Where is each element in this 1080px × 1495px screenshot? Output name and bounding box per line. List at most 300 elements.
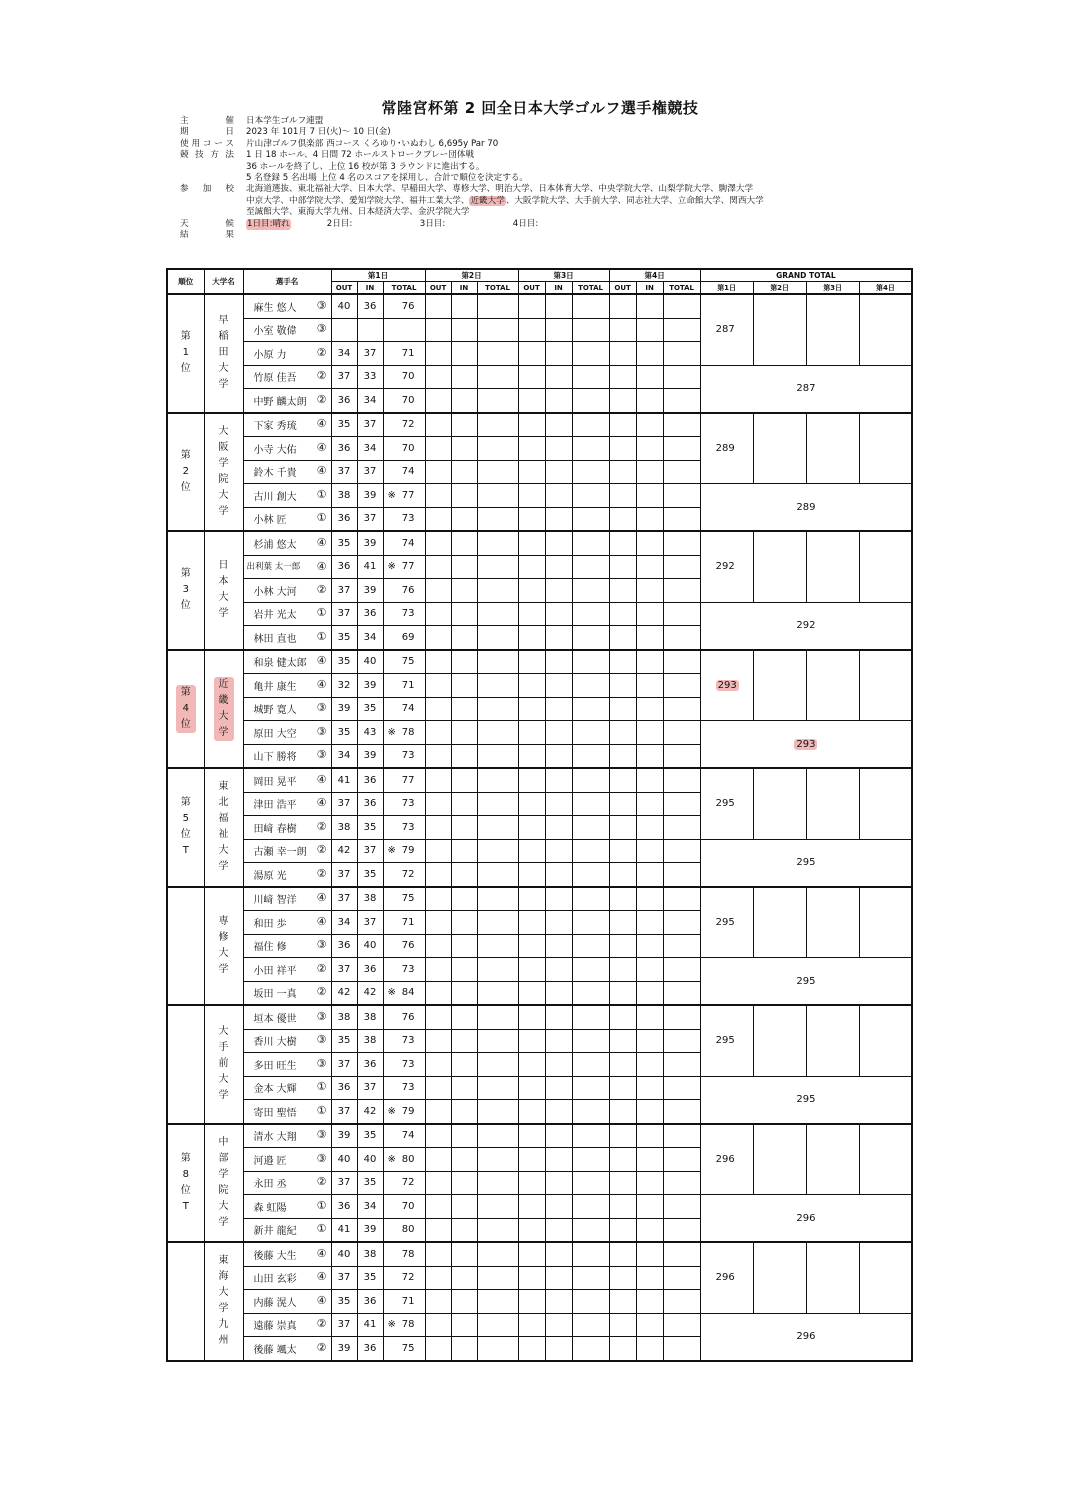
- empty-score-cell: [636, 839, 663, 863]
- empty-score-cell: [451, 1148, 477, 1172]
- empty-score-cell: [609, 602, 636, 626]
- day1-total: [383, 507, 425, 531]
- player-name-text: 鈴木 千貴: [253, 468, 297, 480]
- empty-score-cell: [451, 389, 477, 413]
- day1-out: 35: [331, 721, 357, 745]
- grand-total: [700, 602, 912, 650]
- player-name-text: 竹原 佳吾: [253, 373, 297, 385]
- empty-score-cell: [572, 365, 609, 389]
- empty-score-cell: [545, 1005, 572, 1029]
- empty-score-cell: [425, 792, 451, 816]
- header-total: TOTAL: [477, 282, 518, 295]
- empty-score-cell: [636, 721, 663, 745]
- empty-score-cell: [545, 1076, 572, 1100]
- empty-score-cell: [636, 626, 663, 650]
- player-name-text: 山下 勝将: [253, 752, 297, 764]
- empty-score-cell: [609, 792, 636, 816]
- schools-line-2-b: 、大阪学院大学、大手前大学、同志社大学、立命館大学、関西大学: [505, 195, 764, 206]
- empty-score-cell: [609, 626, 636, 650]
- team-university: [204, 887, 243, 1006]
- empty-score-cell: [518, 697, 545, 721]
- empty-score-cell: [609, 697, 636, 721]
- empty-score-cell: [609, 1029, 636, 1053]
- grand-day-empty: [859, 1242, 912, 1313]
- header-day2: 第2日: [425, 269, 518, 282]
- day1-total-value: 75: [401, 656, 415, 668]
- player-name-text: 古瀬 幸一朗: [253, 847, 307, 859]
- empty-score-cell: [572, 934, 609, 958]
- player-row: [167, 294, 912, 318]
- empty-score-cell: [636, 816, 663, 840]
- empty-score-cell: [636, 1124, 663, 1148]
- empty-score-cell: [663, 579, 700, 603]
- empty-score-cell: [663, 318, 700, 342]
- day1-total: [383, 1100, 425, 1124]
- results-body: [167, 294, 912, 1361]
- empty-score-cell: [572, 1148, 609, 1172]
- player-name: [243, 1218, 331, 1242]
- player-name: [243, 484, 331, 508]
- empty-score-cell: [663, 650, 700, 674]
- empty-score-cell: [663, 602, 700, 626]
- empty-score-cell: [572, 413, 609, 437]
- empty-score-cell: [545, 674, 572, 698]
- day1-in: 35: [357, 697, 383, 721]
- empty-score-cell: [636, 650, 663, 674]
- player-year: ③: [316, 724, 327, 738]
- player-name: [243, 294, 331, 318]
- empty-score-cell: [425, 1029, 451, 1053]
- empty-score-cell: [425, 602, 451, 626]
- grand-day-empty: [859, 1124, 912, 1195]
- empty-score-cell: [636, 555, 663, 579]
- player-name: [243, 697, 331, 721]
- dropped-score-mark: ※: [387, 845, 396, 857]
- empty-score-cell: [518, 626, 545, 650]
- day1-total-value: 70: [401, 442, 415, 454]
- method-line-2: 36 ホールを終了し、上位 16 校が第 3 ラウンドに進出する。: [246, 161, 485, 172]
- player-row: [167, 839, 912, 863]
- player-year: ③: [316, 1056, 327, 1070]
- player-year: ②: [316, 369, 327, 383]
- player-name: [243, 626, 331, 650]
- day1-out: 37: [331, 863, 357, 887]
- grand-day1-value: 296: [715, 1153, 735, 1165]
- empty-score-cell: [545, 1171, 572, 1195]
- day1-total-value: 73: [401, 1058, 415, 1070]
- dropped-score-mark: ※: [387, 987, 396, 999]
- empty-score-cell: [545, 744, 572, 768]
- player-year: ④: [316, 796, 327, 810]
- empty-score-cell: [425, 958, 451, 982]
- empty-score-cell: [663, 1005, 700, 1029]
- header-total: TOTAL: [383, 282, 425, 295]
- player-name-text: 城野 寛人: [253, 705, 297, 717]
- empty-score-cell: [451, 437, 477, 461]
- player-row: [167, 531, 912, 555]
- empty-score-cell: [477, 863, 518, 887]
- empty-score-cell: [609, 887, 636, 911]
- day1-in: 39: [357, 531, 383, 555]
- player-row: [167, 887, 912, 911]
- day1-in: 38: [357, 887, 383, 911]
- empty-score-cell: [609, 863, 636, 887]
- header-grand-day4: 第4日: [859, 282, 912, 295]
- day1-in: 36: [357, 792, 383, 816]
- grand-day-empty: [753, 413, 806, 484]
- empty-score-cell: [572, 1005, 609, 1029]
- day1-total: [383, 437, 425, 461]
- empty-score-cell: [518, 1148, 545, 1172]
- empty-score-cell: [572, 697, 609, 721]
- day1-in: 39: [357, 674, 383, 698]
- empty-score-cell: [663, 1242, 700, 1266]
- grand-day-empty: [806, 768, 859, 839]
- day1-out: 37: [331, 1313, 357, 1337]
- empty-score-cell: [636, 674, 663, 698]
- player-name: [243, 1337, 331, 1361]
- empty-score-cell: [518, 839, 545, 863]
- empty-score-cell: [425, 507, 451, 531]
- empty-score-cell: [663, 1171, 700, 1195]
- player-name-text: 新井 龍紀: [253, 1226, 297, 1238]
- empty-score-cell: [518, 744, 545, 768]
- empty-score-cell: [609, 1313, 636, 1337]
- grand-total: [700, 1313, 912, 1361]
- empty-score-cell: [663, 294, 700, 318]
- grand-day-empty: [806, 413, 859, 484]
- empty-score-cell: [572, 816, 609, 840]
- grand-day-empty: [859, 887, 912, 958]
- empty-score-cell: [425, 413, 451, 437]
- day1-total: [383, 697, 425, 721]
- empty-score-cell: [451, 1290, 477, 1314]
- player-name-text: 津田 浩平: [253, 800, 297, 812]
- grand-day-empty: [753, 768, 806, 839]
- day1-in: 37: [357, 839, 383, 863]
- empty-score-cell: [545, 934, 572, 958]
- day1-total-value: 73: [401, 821, 415, 833]
- day1-out: 38: [331, 484, 357, 508]
- day1-in: 35: [357, 1266, 383, 1290]
- empty-score-cell: [425, 697, 451, 721]
- header-grand-total: GRAND TOTAL: [700, 269, 912, 282]
- empty-score-cell: [636, 437, 663, 461]
- empty-score-cell: [609, 460, 636, 484]
- grand-day1-value: 292: [715, 561, 735, 573]
- empty-score-cell: [609, 934, 636, 958]
- empty-score-cell: [636, 1148, 663, 1172]
- empty-score-cell: [518, 1218, 545, 1242]
- empty-score-cell: [518, 413, 545, 437]
- empty-score-cell: [425, 1076, 451, 1100]
- empty-score-cell: [451, 413, 477, 437]
- day1-out: 35: [331, 650, 357, 674]
- player-name-text: 河邉 匠: [253, 1155, 287, 1167]
- empty-score-cell: [425, 816, 451, 840]
- period-label: 期 日: [180, 127, 234, 138]
- empty-score-cell: [545, 342, 572, 366]
- empty-score-cell: [425, 911, 451, 935]
- empty-score-cell: [477, 768, 518, 792]
- empty-score-cell: [609, 674, 636, 698]
- empty-score-cell: [572, 1076, 609, 1100]
- empty-score-cell: [636, 768, 663, 792]
- empty-score-cell: [451, 294, 477, 318]
- empty-score-cell: [451, 1337, 477, 1361]
- empty-score-cell: [518, 887, 545, 911]
- weather-day2: 2日目:: [326, 218, 353, 229]
- empty-score-cell: [636, 1195, 663, 1219]
- grand-day1: [700, 1005, 753, 1076]
- empty-score-cell: [451, 1195, 477, 1219]
- empty-score-cell: [663, 1124, 700, 1148]
- day1-total: [383, 555, 425, 579]
- day1-out: 41: [331, 1218, 357, 1242]
- empty-score-cell: [477, 744, 518, 768]
- empty-score-cell: [545, 650, 572, 674]
- day1-total: [383, 1290, 425, 1314]
- day1-total-value: 76: [401, 584, 415, 596]
- header-day3: 第3日: [518, 269, 609, 282]
- empty-score-cell: [663, 1313, 700, 1337]
- day1-out: 37: [331, 1053, 357, 1077]
- empty-score-cell: [518, 768, 545, 792]
- day1-total: [383, 318, 425, 342]
- day1-total-value: 74: [401, 466, 415, 478]
- empty-score-cell: [518, 484, 545, 508]
- day1-total-value: 72: [401, 1272, 415, 1284]
- empty-score-cell: [451, 602, 477, 626]
- page-title: 常陸宮杯第 2 回全日本大学ゴルフ選手権競技: [381, 99, 699, 117]
- day1-total-value: 73: [401, 1082, 415, 1094]
- team-rank: [167, 1005, 204, 1124]
- empty-score-cell: [451, 1076, 477, 1100]
- day1-in: 37: [357, 342, 383, 366]
- grand-day-empty: [806, 1124, 859, 1195]
- player-name-text: 森 虹陽: [253, 1202, 287, 1214]
- empty-score-cell: [636, 1218, 663, 1242]
- day1-in: 36: [357, 294, 383, 318]
- empty-score-cell: [518, 1242, 545, 1266]
- empty-score-cell: [477, 1053, 518, 1077]
- empty-score-cell: [636, 294, 663, 318]
- day1-in: [357, 318, 383, 342]
- empty-score-cell: [518, 816, 545, 840]
- day1-out: 35: [331, 1029, 357, 1053]
- day1-out: 39: [331, 1124, 357, 1148]
- header-grand-day2: 第2日: [753, 282, 806, 295]
- player-name-text: 和田 歩: [253, 918, 287, 930]
- player-year: ②: [316, 1340, 327, 1354]
- empty-score-cell: [609, 1053, 636, 1077]
- day1-total: [383, 413, 425, 437]
- empty-score-cell: [609, 1171, 636, 1195]
- empty-score-cell: [518, 602, 545, 626]
- day1-total: [383, 1171, 425, 1195]
- schools-label: 参 加 校: [180, 184, 234, 195]
- team-university-text: 大手前大学: [218, 1026, 229, 1102]
- empty-score-cell: [609, 1242, 636, 1266]
- empty-score-cell: [451, 342, 477, 366]
- team-university: [204, 531, 243, 650]
- day1-in: 40: [357, 1148, 383, 1172]
- empty-score-cell: [545, 863, 572, 887]
- day1-in: 37: [357, 413, 383, 437]
- player-name: [243, 839, 331, 863]
- empty-score-cell: [518, 1313, 545, 1337]
- day1-total: [383, 768, 425, 792]
- header-grand-day3: 第3日: [806, 282, 859, 295]
- empty-score-cell: [636, 1266, 663, 1290]
- empty-score-cell: [545, 1218, 572, 1242]
- empty-score-cell: [663, 413, 700, 437]
- day1-total: [383, 1124, 425, 1148]
- empty-score-cell: [545, 531, 572, 555]
- team-rank-text: 第3位: [180, 568, 191, 612]
- player-name: [243, 507, 331, 531]
- empty-score-cell: [609, 1124, 636, 1148]
- player-name: [243, 816, 331, 840]
- empty-score-cell: [477, 934, 518, 958]
- day1-total-value: 72: [401, 419, 415, 431]
- empty-score-cell: [663, 389, 700, 413]
- empty-score-cell: [663, 1218, 700, 1242]
- empty-score-cell: [663, 484, 700, 508]
- team-university-text: 中部学院大学: [218, 1136, 229, 1228]
- team-university-text: 東海大学九州: [218, 1255, 229, 1347]
- empty-score-cell: [451, 626, 477, 650]
- weather-label: 天 候: [180, 218, 234, 229]
- day1-total-value: 79: [401, 1105, 415, 1117]
- empty-score-cell: [572, 555, 609, 579]
- day1-out: 35: [331, 1290, 357, 1314]
- day1-out: 37: [331, 1100, 357, 1124]
- grand-day-empty: [753, 294, 806, 365]
- empty-score-cell: [636, 602, 663, 626]
- empty-score-cell: [636, 1076, 663, 1100]
- empty-score-cell: [663, 863, 700, 887]
- player-name-text: 林田 直也: [253, 633, 297, 645]
- empty-score-cell: [609, 744, 636, 768]
- empty-score-cell: [545, 768, 572, 792]
- player-name: [243, 437, 331, 461]
- header-univ: 大学名: [204, 269, 243, 294]
- empty-score-cell: [663, 1337, 700, 1361]
- player-name-text: 中野 麟太朗: [253, 396, 307, 408]
- day1-in: 35: [357, 1124, 383, 1148]
- player-name-text: 金本 大輝: [253, 1084, 297, 1096]
- day1-total: [383, 744, 425, 768]
- empty-score-cell: [609, 1076, 636, 1100]
- header-out: OUT: [609, 282, 636, 295]
- empty-score-cell: [636, 484, 663, 508]
- empty-score-cell: [663, 674, 700, 698]
- empty-score-cell: [545, 1124, 572, 1148]
- empty-score-cell: [609, 413, 636, 437]
- empty-score-cell: [477, 507, 518, 531]
- empty-score-cell: [477, 650, 518, 674]
- empty-score-cell: [663, 555, 700, 579]
- schools-line-3: 至誠館大学、東海大学九州、日本経済大学、金沢学院大学: [246, 207, 470, 218]
- player-year: ①: [316, 1080, 327, 1094]
- empty-score-cell: [451, 816, 477, 840]
- empty-score-cell: [477, 579, 518, 603]
- empty-score-cell: [609, 768, 636, 792]
- player-year: ②: [316, 961, 327, 975]
- day1-out: 39: [331, 697, 357, 721]
- empty-score-cell: [477, 1124, 518, 1148]
- empty-score-cell: [477, 1266, 518, 1290]
- player-name-text: 福住 修: [253, 942, 287, 954]
- grand-day-empty: [859, 1005, 912, 1076]
- player-row: [167, 721, 912, 745]
- grand-day1: [700, 531, 753, 602]
- day1-in: 35: [357, 1171, 383, 1195]
- empty-score-cell: [451, 555, 477, 579]
- team-rank-text: 第8位T: [180, 1152, 191, 1212]
- player-row: [167, 1076, 912, 1100]
- empty-score-cell: [636, 531, 663, 555]
- grand-day1: [700, 650, 753, 721]
- empty-score-cell: [663, 911, 700, 935]
- empty-score-cell: [477, 911, 518, 935]
- day1-total-value: 71: [401, 347, 415, 359]
- player-name-text: 多田 旺生: [253, 1060, 297, 1072]
- day1-total-value: 73: [401, 750, 415, 762]
- empty-score-cell: [545, 1195, 572, 1219]
- empty-score-cell: [545, 460, 572, 484]
- empty-score-cell: [663, 437, 700, 461]
- player-year: ③: [316, 1033, 327, 1047]
- empty-score-cell: [451, 1100, 477, 1124]
- grand-total: [700, 958, 912, 1006]
- empty-score-cell: [572, 1029, 609, 1053]
- player-year: ③: [316, 701, 327, 715]
- grand-day-empty: [859, 413, 912, 484]
- grand-total-value: 296: [796, 1212, 816, 1224]
- player-year: ③: [316, 298, 327, 312]
- empty-score-cell: [663, 816, 700, 840]
- empty-score-cell: [425, 1313, 451, 1337]
- empty-score-cell: [609, 1005, 636, 1029]
- empty-score-cell: [518, 1195, 545, 1219]
- grand-day-empty: [859, 650, 912, 721]
- day1-out: 35: [331, 626, 357, 650]
- team-rank: [167, 413, 204, 532]
- day1-in: 41: [357, 1313, 383, 1337]
- empty-score-cell: [518, 911, 545, 935]
- day1-out: 40: [331, 294, 357, 318]
- player-name: [243, 674, 331, 698]
- player-row: [167, 1195, 912, 1219]
- team-university-text: 近畿大学: [214, 677, 234, 741]
- day1-total: [383, 626, 425, 650]
- empty-score-cell: [545, 792, 572, 816]
- empty-score-cell: [518, 1029, 545, 1053]
- grand-day-empty: [859, 531, 912, 602]
- player-name: [243, 413, 331, 437]
- empty-score-cell: [477, 1242, 518, 1266]
- empty-score-cell: [518, 365, 545, 389]
- team-rank: [167, 294, 204, 413]
- day1-total-value: 71: [401, 916, 415, 928]
- empty-score-cell: [572, 744, 609, 768]
- empty-score-cell: [425, 1195, 451, 1219]
- day1-out: 37: [331, 579, 357, 603]
- day1-out: 37: [331, 365, 357, 389]
- day1-total-value: 72: [401, 1177, 415, 1189]
